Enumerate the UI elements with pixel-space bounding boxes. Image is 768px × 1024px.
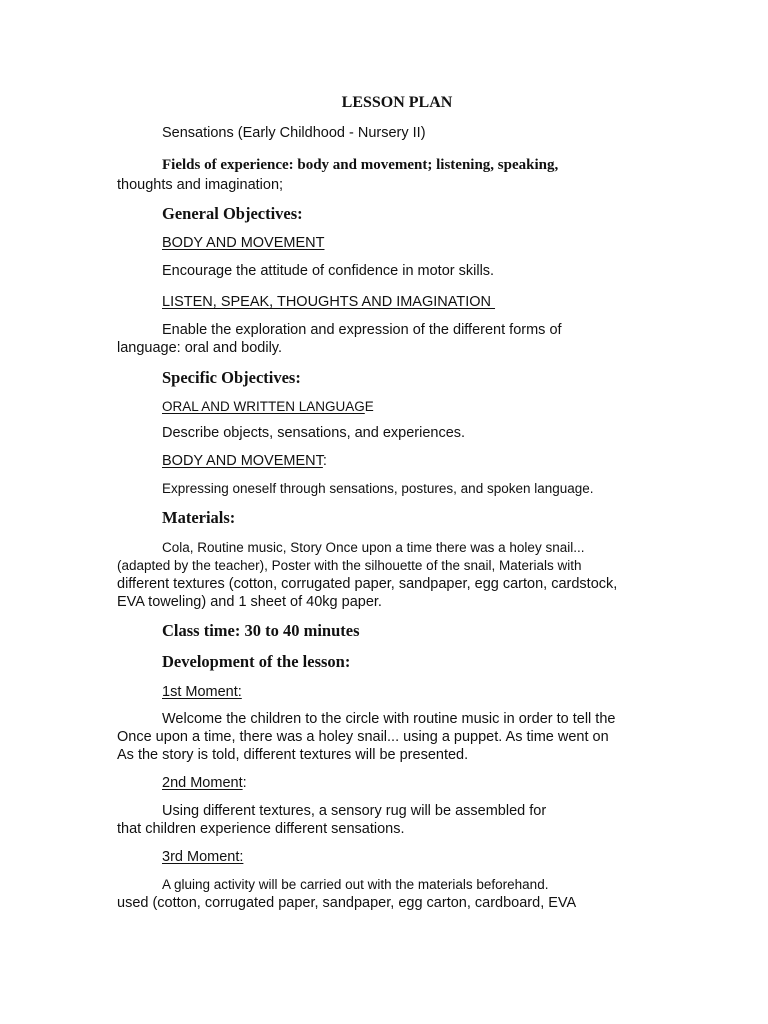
general-body-movement-heading: BODY AND MOVEMENT — [162, 235, 325, 251]
materials-line-4: EVA toweling) and 1 sheet of 40kg paper. — [117, 594, 382, 610]
moment-2-heading-underlined: 2nd Moment — [162, 775, 243, 791]
materials-line-3: different textures (cotton, corrugated paper, sandpaper, egg carton, cardstock, — [117, 576, 618, 592]
general-objectives-heading: General Objectives: — [162, 204, 303, 223]
specific-body-heading-tail: : — [322, 453, 327, 469]
general-listen-line-1: Enable the exploration and expression of the different forms of — [162, 322, 562, 338]
moment-1-line-2: Once upon a time, there was a holey snail... using a puppet. As time went on — [117, 729, 609, 745]
specific-body-text: Expressing oneself through sensations, postures, and spoken language. — [162, 481, 594, 496]
moment-1-line-1: Welcome the children to the circle with routine music in order to tell the — [162, 711, 616, 727]
specific-oral-heading — [162, 398, 374, 416]
specific-objectives-heading: Specific Objectives: — [162, 368, 301, 387]
materials-line-1: Cola, Routine music, Story Once upon a time there was a holey snail... — [162, 540, 585, 555]
moment-2-heading — [162, 774, 247, 792]
materials-heading: Materials: — [162, 508, 236, 527]
fields-line-1: Fields of experience: body and movement; listening, speaking, — [162, 157, 559, 173]
general-listen-line-2: language: oral and bodily. — [117, 340, 282, 356]
general-listen-heading: LISTEN, SPEAK, THOUGHTS AND IMAGINATION — [162, 294, 496, 310]
moment-2-heading-tail: : — [242, 775, 247, 791]
class-time: Class time: 30 to 40 minutes — [162, 621, 360, 640]
page-title: LESSON PLAN — [341, 94, 453, 111]
moment-1-line-3: As the story is told, different textures will be presented. — [117, 747, 469, 763]
moment-2-line-1: Using different textures, a sensory rug will be assembled for — [162, 803, 547, 819]
materials-line-2: (adapted by the teacher), Poster with the silhouette of the snail, Materials with — [117, 558, 582, 573]
development-heading: Development of the lesson: — [162, 652, 351, 671]
moment-1-heading: 1st Moment: — [162, 684, 242, 700]
specific-oral-heading-tail: E — [364, 399, 374, 414]
specific-body-heading — [162, 452, 327, 470]
moment-3-line-1: A gluing activity will be carried out with the materials beforehand. — [162, 877, 549, 892]
subtitle: Sensations (Early Childhood - Nursery II) — [162, 125, 426, 141]
specific-oral-heading-underlined: ORAL AND WRITTEN LANGUAG — [162, 399, 365, 414]
moment-3-line-2: used (cotton, corrugated paper, sandpaper, egg carton, cardboard, EVA — [117, 895, 577, 911]
moment-3-heading: 3rd Moment: — [162, 849, 244, 865]
specific-oral-text: Describe objects, sensations, and experiences. — [162, 425, 466, 441]
general-body-movement-text: Encourage the attitude of confidence in motor skills. — [162, 263, 495, 279]
specific-body-heading-underlined: BODY AND MOVEMENT — [162, 453, 323, 469]
fields-line-2: thoughts and imagination; — [117, 177, 284, 193]
moment-2-line-2: that children experience different sensations. — [117, 821, 405, 837]
